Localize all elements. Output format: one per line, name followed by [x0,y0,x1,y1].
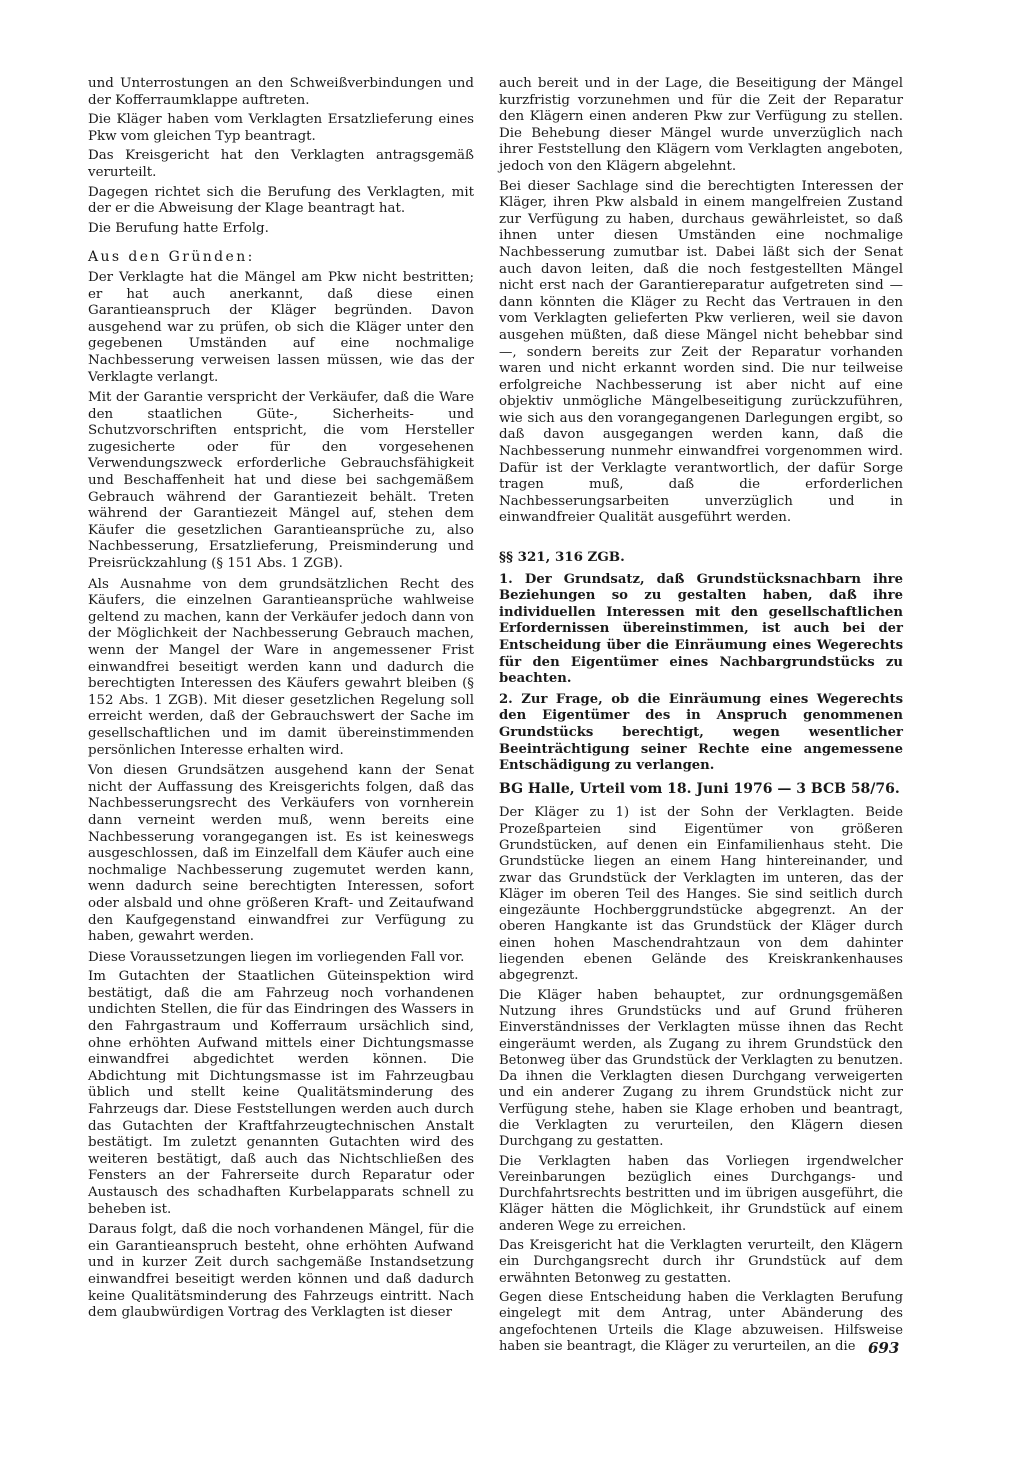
paragraph: Die Kläger haben behauptet, zur ordnungsgemäßen Nutzung ihres Grundstücks und auf Grund früheren Einverständnisses der Verklagten müsse ihnen das Recht eingeräumt werden, als Zugang zu ihrem Grundstück den Betonweg über das Grundstück der Verklagten zu benutzen. Da ihnen die Verklagten diesen Durchgang verweigerten und ein anderer Zugang zu ihrem Grundstück nicht zur Verfügung stehe, haben sie Klage erhoben und beantragt, die Verklagten zu verurteilen, den Klägern diesen Durchgang zu gestatten. [499,987,903,1150]
decision-reference: BG Halle, Urteil vom 18. Juni 1976 — 3 BCB 58/76. [499,780,900,797]
paragraph: Der Verklagte hat die Mängel am Pkw nicht bestritten; er hat auch anerkannt, daß diese einen Garantieanspruch der Kläger begründen. Davon ausgehend war zu prüfen, ob sich die Kläger unter den gegebenen Umständen auf eine nochmalige Nachbesserung verweisen lassen müssen, wie das der Verklagte verlangt. [88,269,474,385]
paragraph: Von diesen Grundsätzen ausgehend kann der Senat nicht der Auffassung des Kreisgerichts folgen, daß das Nachbesserungsrecht des Verkäufers von vornherein dann verneint werden muß, wenn bereits eine Nachbesserung vorangegangen ist. Es ist keineswegs ausgeschlossen, daß im Einzelfall dem Käufer auch eine nochmalige Nachbesserung zugemutet werden kann, wenn dadurch seine berechtigten Interessen, sofort oder alsbald und ohne größeren Kraft- und Zeitaufwand den Kaufgegenstand einwandfrei zur Verfügung zu haben, gewahrt werden. [88,763,474,945]
paragraph: Die Kläger haben vom Verklagten Ersatzlieferung eines Pkw vom gleichen Typ beantragt. [88,112,474,144]
headnote: 2. Zur Frage, ob die Einräumung eines Wegerechts den Eigentümer des in Anspruch genommenen Grundstücks berechtigt, wegen wesentlicher Beeinträchtigung seiner Rechte eine angemessene Entschädigung zu verlangen. [499,691,903,774]
paragraph: Diese Voraussetzungen liegen im vorliegenden Fall vor. [88,949,465,965]
paragraph: Das Kreisgericht hat den Verklagten antragsgemäß verurteilt. [88,148,474,180]
paragraph: Bei dieser Sachlage sind die berechtigten Interessen der Kläger, ihren Pkw alsbald in einem mangelfreien Zustand zur Verfügung zu haben, durchaus gewährleistet, so daß ihnen unter diesen Umständen eine nochmalige Nachbesserung zumutbar ist. Dabei läßt sich der Senat auch davon leiten, daß die noch festgestellten Mängel nicht erst nach der Garantiereparatur aufgetreten sind — dann könnten die Kläger zu Recht das Vertrauen in den vom Verklagten gelieferten Pkw verlieren, weil sie davon ausgehen müßten, daß diese Mängel nicht behebbar sind —, sondern bereits zur Zeit der Reparatur vorhanden waren und nicht erkannt worden sind. Die nur teilweise erfolgreiche Nachbesserung ist aber nicht auf eine objektiv unmögliche Mängelbeseitigung zurückzuführen, wie sich aus den vorangegangenen Darlegungen ergibt, so daß davon ausgegangen werden kann, daß die Nachbesserung nunmehr einwandfrei vorgenommen wird. Dafür ist der Verklagte verantwortlich, der dafür Sorge tragen muß, daß die erforderlichen Nachbesserungsarbeiten unverzüglich und in einwandfreier Qualität ausgeführt werden. [499,178,903,526]
paragraph: Mit der Garantie verspricht der Verkäufer, daß die Ware den staatlichen Güte-, Sicherheits- und Schutzvorschriften entspricht, die vom Hersteller zugesicherte oder für den vorgesehenen Verwendungszweck erforderliche Gebrauchsfähigkeit und Beschaffenheit hat und diese bei sachgemäßem Gebrauch während der Garantiezeit behält. Treten während der Garantiezeit Mängel auf, stehen dem Käufer die gesetzlichen Garantieansprüche zu, also Nachbesserung, Ersatzlieferung, Preisminderung und Preisrückzahlung (§ 151 Abs. 1 ZGB). [88,390,474,572]
paragraph: Dagegen richtet sich die Berufung des Verklagten, mit der er die Abweisung der Klage beantragt hat. [88,184,474,217]
headnote: 1. Der Grundsatz, daß Grundstücksnachbarn ihre Beziehungen so zu gestalten haben, daß ihre individuellen Interessen mit den gesellschaftlichen Erfordernissen übereinstimmen, ist auch bei der Entscheidung über die Einräumung eines Wegerechts für den Eigentümer eines Nachbargrundstücks zu beachten. [499,571,903,687]
paragraph: und Unterrostungen an den Schweißverbindungen und der Kofferraumklappe auftreten. [88,76,474,108]
paragraph: Daraus folgt, daß die noch vorhandenen Mängel, für die ein Garantieanspruch besteht, ohne erhöhten Aufwand und in kurzer Zeit durch sachgemäße Instandsetzung einwandfrei beseitigt werden können und daß dadurch keine Qualitätsminderung des Fahrzeugs eintritt. Nach dem glaubwürdigen Vortrag des Verklagten ist dieser [88,1222,474,1321]
legal-citation: §§ 321, 316 ZGB. [499,549,625,566]
paragraph: Das Kreisgericht hat die Verklagten verurteilt, den Klägern ein Durchgangsrecht durch ihr Grundstück auf dem erwähnten Betonweg zu gestatten. [499,1238,903,1286]
paragraph: Im Gutachten der Staatlichen Güteinspektion wird bestätigt, daß die am Fahrzeug noch vorhandenen undichten Stellen, die für das Eindringen des Wassers in den Fahrgastraum und Kofferraum ursächlich sind, ohne erhöhten Aufwand mittels einer Dichtungsmasse einwandfrei abgedichtet werden können. Die Abdichtung mit Dichtungsmasse ist im Fahrzeugbau üblich und stellt keine Qualitätsminderung des Fahrzeugs dar. Diese Feststellungen werden auch durch das Gutachten der Kraftfahrzeugtechnischen Anstalt bestätigt. Im zuletzt genannten Gutachten wird des weiteren bestätigt, daß auch das Nichtschließen des Fensters an der Fahrerseite durch Reparatur oder Austausch des schadhaften Kurbelapparats schnell zu beheben ist. [88,969,474,1217]
paragraph: auch bereit und in der Lage, die Beseitigung der Mängel kurzfristig vorzunehmen und für die Zeit der Reparatur den Klägern einen anderen Pkw zur Verfügung zu stellen. Die Behebung dieser Mängel wurde unverzüglich nach ihrer Feststellung den Klägern vom Verklagten angeboten, jedoch von den Klägern abgelehnt. [499,76,903,174]
paragraph: Die Verklagten haben das Vorliegen irgendwelcher Vereinbarungen bezüglich eines Durchgangs- und Durchfahrtsrechts bestritten und im übrigen ausgeführt, die Kläger hätten die Möglichkeit, ihr Grundstück auf einem anderen Wege zu erreichen. [499,1153,903,1234]
page-number: 693 [868,1339,900,1357]
right-column [499,76,903,1358]
paragraph: Als Ausnahme von dem grundsätzlichen Recht des Käufers, die einzelnen Garantieansprüche wahlweise geltend zu machen, kann der Verkäufer jedoch dann von der Möglichkeit der Nachbesserung Gebrauch machen, wenn der Mangel der Ware in angemessener Frist einwandfrei beseitigt werden kann und dadurch die berechtigten Interessen des Käufers gewahrt bleiben (§ 152 Abs. 1 ZGB). Mit dieser gesetzlichen Regelung soll erreicht werden, daß der Gebrauchswert der Sache im gesellschaftlichen und im damit übereinstimmenden persönlichen Interesse erhalten wird. [88,576,474,758]
paragraph: Der Kläger zu 1) ist der Sohn der Verklagten. Beide Prozeßparteien sind Eigentümer von größeren Grundstücken, auf denen ein Einfamilienhaus steht. Die Grundstücke liegen an einem Hang hintereinander, und zwar das Grundstück der Verklagten im unteren, das der Kläger im oberen Teil des Hanges. Sie sind seitlich durch eingezäunte Hochberggrundstücke abgegrenzt. An der oberen Hangkante ist das Grundstück der Kläger durch einen hohen Maschendrahtzaun von dem dahinter liegenden ebenen Gelände des Kreiskrankenhauses abgegrenzt. [499,805,903,984]
left-column [88,76,474,1325]
paragraph: Gegen diese Entscheidung haben die Verklagten Berufung eingelegt mit dem Antrag, unter Abänderung des angefochtenen Urteils die Klage abzuweisen. Hilfsweise haben sie beantragt, die Kläger zu verurteilen, an die [499,1289,903,1354]
paragraph: Die Berufung hatte Erfolg. [88,220,269,236]
section-heading: Aus den Gründen: [88,249,255,266]
